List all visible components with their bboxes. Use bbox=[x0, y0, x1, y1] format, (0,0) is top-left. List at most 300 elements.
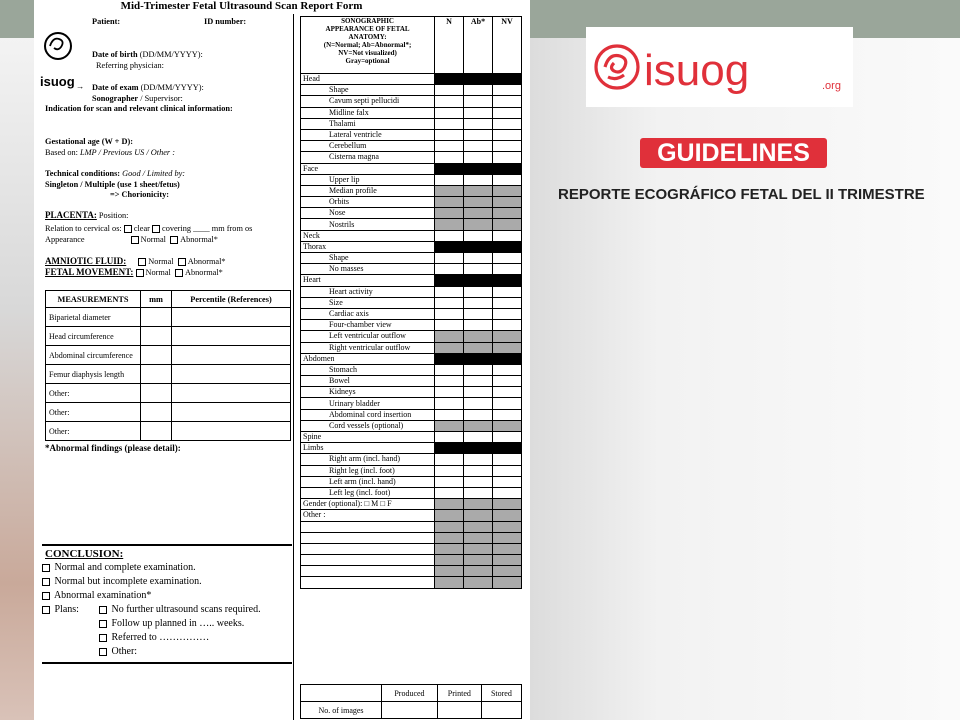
anatomy-nv-cell[interactable] bbox=[493, 510, 522, 521]
anatomy-n-cell[interactable] bbox=[435, 364, 464, 375]
images-blank-header bbox=[301, 685, 382, 702]
anatomy-ab-cell[interactable] bbox=[464, 264, 493, 275]
anatomy-item-row bbox=[301, 420, 522, 431]
anatomy-ab-cell[interactable] bbox=[464, 308, 493, 319]
anatomy-nv-cell[interactable] bbox=[493, 555, 522, 566]
form-title: Mid-Trimester Fetal Ultrasound Scan Report Form bbox=[120, 0, 363, 12]
anatomy-ab-cell[interactable] bbox=[464, 141, 493, 152]
anatomy-ab-cell[interactable] bbox=[464, 398, 493, 409]
anatomy-n-cell[interactable] bbox=[435, 521, 464, 532]
anatomy-label: Left arm (incl. hand) bbox=[301, 476, 435, 487]
table-row bbox=[46, 308, 291, 327]
conclusion-title: CONCLUSION: bbox=[45, 548, 124, 560]
isuog-logo-text: isuog bbox=[644, 46, 750, 95]
isuog-logo bbox=[586, 27, 853, 107]
anatomy-n-cell[interactable] bbox=[435, 308, 464, 319]
anatomy-n-cell[interactable] bbox=[435, 566, 464, 577]
measurements-header: MEASUREMENTS bbox=[46, 291, 141, 308]
plans-row bbox=[42, 604, 79, 615]
anatomy-n-cell[interactable] bbox=[435, 197, 464, 208]
anatomy-nv-cell[interactable] bbox=[493, 208, 522, 219]
anatomy-ab-cell[interactable] bbox=[464, 331, 493, 342]
movement-abnormal-checkbox[interactable] bbox=[175, 269, 183, 277]
anatomy-nv-cell[interactable] bbox=[493, 521, 522, 532]
plan-checkbox[interactable] bbox=[99, 606, 107, 614]
printed-header: Printed bbox=[437, 685, 481, 702]
anatomy-label bbox=[301, 543, 435, 554]
conclusion-item bbox=[42, 562, 196, 573]
anatomy-header-row bbox=[301, 17, 522, 74]
anatomy-nv-cell[interactable] bbox=[493, 387, 522, 398]
anatomy-item-row bbox=[301, 264, 522, 275]
col-n-header: N bbox=[435, 17, 464, 74]
anatomy-item-row bbox=[301, 286, 522, 297]
anatomy-item-row bbox=[301, 398, 522, 409]
anatomy-nv-cell[interactable] bbox=[493, 320, 522, 331]
anatomy-label: Midline falx bbox=[301, 107, 435, 118]
anatomy-ab-cell[interactable] bbox=[464, 96, 493, 107]
anatomy-n-cell[interactable] bbox=[435, 420, 464, 431]
produced-cell[interactable] bbox=[382, 702, 438, 719]
anatomy-ab-cell[interactable] bbox=[464, 364, 493, 375]
anatomy-nv-cell[interactable] bbox=[493, 432, 522, 443]
doe-text: Date of exam bbox=[92, 83, 139, 92]
anatomy-item-row bbox=[301, 566, 522, 577]
percentile-cell[interactable] bbox=[172, 308, 291, 327]
anatomy-ab-cell[interactable] bbox=[464, 387, 493, 398]
anatomy-item-row bbox=[301, 174, 522, 185]
anatomy-ab-cell[interactable] bbox=[464, 465, 493, 476]
anatomy-label: Thorax bbox=[301, 241, 435, 252]
anatomy-nv-cell[interactable] bbox=[493, 577, 522, 588]
anatomy-label: Gender (optional): □ M □ F bbox=[301, 499, 435, 510]
anatomy-item-row bbox=[301, 364, 522, 375]
anatomy-n-cell[interactable] bbox=[435, 499, 464, 510]
anatomy-nv-cell[interactable] bbox=[493, 141, 522, 152]
anatomy-section-row bbox=[301, 163, 522, 174]
anatomy-label: Nose bbox=[301, 208, 435, 219]
anatomy-label: Right ventricular outflow bbox=[301, 342, 435, 353]
col-ab-header: Ab* bbox=[464, 17, 493, 74]
anatomy-ab-cell[interactable] bbox=[464, 532, 493, 543]
anatomy-label: Spine bbox=[301, 432, 435, 443]
anatomy-nv-cell[interactable] bbox=[493, 532, 522, 543]
mm-cell[interactable] bbox=[141, 308, 172, 327]
anatomy-n-cell[interactable] bbox=[435, 253, 464, 264]
measurement-label: Other: bbox=[46, 384, 141, 403]
anatomy-ab-cell bbox=[464, 275, 493, 286]
anatomy-nv-cell[interactable] bbox=[493, 476, 522, 487]
anatomy-ab-cell[interactable] bbox=[464, 420, 493, 431]
plan-item-label: Follow up planned in ….. weeks. bbox=[111, 618, 245, 629]
anatomy-item-row bbox=[301, 532, 522, 543]
anatomy-label: Size bbox=[301, 297, 435, 308]
id-number-label: ID number: bbox=[204, 17, 247, 26]
table-row bbox=[46, 365, 291, 384]
anatomy-ab-cell[interactable] bbox=[464, 185, 493, 196]
anatomy-ab-cell[interactable] bbox=[464, 432, 493, 443]
anatomy-section-row bbox=[301, 275, 522, 286]
anatomy-section-row bbox=[301, 443, 522, 454]
anatomy-header-line: Gray=optional bbox=[345, 57, 390, 65]
anatomy-label: Left ventricular outflow bbox=[301, 331, 435, 342]
plan-item-label: No further ultrasound scans required. bbox=[111, 604, 261, 615]
anatomy-label: Other : bbox=[301, 510, 435, 521]
anatomy-label: Left leg (incl. foot) bbox=[301, 487, 435, 498]
movement-normal-label: Normal bbox=[145, 268, 171, 277]
plan-checkbox[interactable] bbox=[99, 648, 107, 656]
anatomy-n-cell[interactable] bbox=[435, 118, 464, 129]
anatomy-n-cell bbox=[435, 353, 464, 364]
anatomy-n-cell[interactable] bbox=[435, 286, 464, 297]
anatomy-n-cell[interactable] bbox=[435, 331, 464, 342]
anatomy-nv-cell[interactable] bbox=[493, 129, 522, 140]
referring-label: Referring physician: bbox=[96, 61, 164, 70]
technical-conditions bbox=[45, 169, 185, 178]
anatomy-n-cell[interactable] bbox=[435, 230, 464, 241]
anatomy-ab-cell bbox=[464, 241, 493, 252]
anatomy-header-line: (N=Normal; Ab=Abnormal*; bbox=[323, 41, 412, 49]
anatomy-header-line: ANATOMY: bbox=[348, 33, 387, 41]
dob-format: (DD/MM/YYYY): bbox=[139, 50, 203, 59]
anatomy-ab-cell[interactable] bbox=[464, 543, 493, 554]
anatomy-label: Bowel bbox=[301, 376, 435, 387]
anatomy-nv-cell[interactable] bbox=[493, 499, 522, 510]
anatomy-label: Cardiac axis bbox=[301, 308, 435, 319]
anatomy-nv-cell[interactable] bbox=[493, 454, 522, 465]
anatomy-n-cell[interactable] bbox=[435, 409, 464, 420]
placenta-normal-checkbox[interactable] bbox=[131, 236, 139, 244]
plan-checkbox[interactable] bbox=[99, 634, 107, 642]
anatomy-label: Kidneys bbox=[301, 387, 435, 398]
anatomy-item-row bbox=[301, 465, 522, 476]
anatomy-ab-cell[interactable] bbox=[464, 409, 493, 420]
anatomy-n-cell[interactable] bbox=[435, 465, 464, 476]
anatomy-n-cell[interactable] bbox=[435, 342, 464, 353]
percentile-cell[interactable] bbox=[172, 346, 291, 365]
plan-checkbox[interactable] bbox=[99, 620, 107, 628]
anatomy-label: Median profile bbox=[301, 185, 435, 196]
anatomy-nv-cell[interactable] bbox=[493, 230, 522, 241]
anatomy-label: Cisterna magna bbox=[301, 152, 435, 163]
anatomy-item-row bbox=[301, 85, 522, 96]
anatomy-nv-cell[interactable] bbox=[493, 96, 522, 107]
anatomy-nv-cell[interactable] bbox=[493, 376, 522, 387]
anatomy-ab-cell[interactable] bbox=[464, 555, 493, 566]
placenta-abnormal-checkbox[interactable] bbox=[170, 236, 178, 244]
gestational-age-label: Gestational age (W + D): bbox=[45, 137, 133, 146]
amniotic-row bbox=[45, 257, 226, 266]
anatomy-nv-cell[interactable] bbox=[493, 85, 522, 96]
anatomy-ab-cell[interactable] bbox=[464, 376, 493, 387]
anatomy-item-row bbox=[301, 376, 522, 387]
anatomy-ab-cell[interactable] bbox=[464, 85, 493, 96]
isuog-logo-card bbox=[586, 27, 853, 107]
anatomy-label: Head bbox=[301, 74, 435, 85]
anatomy-n-cell[interactable] bbox=[435, 532, 464, 543]
col-nv-header: NV bbox=[493, 17, 522, 74]
conclusion-checkbox[interactable] bbox=[42, 564, 50, 572]
placenta-normal-label: Normal bbox=[140, 235, 166, 244]
anatomy-n-cell[interactable] bbox=[435, 129, 464, 140]
anatomy-ab-cell[interactable] bbox=[464, 487, 493, 498]
plan-item bbox=[99, 618, 244, 629]
anatomy-n-cell[interactable] bbox=[435, 219, 464, 230]
anatomy-label: Shape bbox=[301, 253, 435, 264]
conclusion-item bbox=[42, 576, 202, 587]
anatomy-nv-cell[interactable] bbox=[493, 286, 522, 297]
anatomy-n-cell bbox=[435, 275, 464, 286]
fetal-movement-row bbox=[45, 268, 223, 277]
conclusion-checkbox[interactable] bbox=[42, 578, 50, 586]
anatomy-nv-cell[interactable] bbox=[493, 107, 522, 118]
based-on-label bbox=[45, 148, 175, 157]
isuog-mini-logo bbox=[40, 28, 78, 80]
table-row bbox=[46, 422, 291, 441]
anatomy-n-cell[interactable] bbox=[435, 185, 464, 196]
measurement-label: Other: bbox=[46, 403, 141, 422]
anatomy-n-cell bbox=[435, 74, 464, 85]
doe-format: (DD/MM/YYYY): bbox=[140, 83, 204, 92]
anatomy-ab-cell[interactable] bbox=[464, 286, 493, 297]
anatomy-n-cell[interactable] bbox=[435, 510, 464, 521]
anatomy-label: Heart bbox=[301, 275, 435, 286]
anatomy-nv-cell[interactable] bbox=[493, 566, 522, 577]
anatomy-label: Face bbox=[301, 163, 435, 174]
conclusion-item-label: Abnormal examination* bbox=[53, 590, 152, 601]
anatomy-nv-cell[interactable] bbox=[493, 398, 522, 409]
anatomy-nv-cell[interactable] bbox=[493, 342, 522, 353]
anatomy-ab-cell[interactable] bbox=[464, 230, 493, 241]
percentile-cell[interactable] bbox=[172, 327, 291, 346]
anatomy-nv-cell[interactable] bbox=[493, 465, 522, 476]
anatomy-n-cell[interactable] bbox=[435, 85, 464, 96]
amniotic-normal-checkbox[interactable] bbox=[138, 258, 146, 266]
anatomy-ab-cell[interactable] bbox=[464, 253, 493, 264]
table-row bbox=[46, 327, 291, 346]
anatomy-ab-cell[interactable] bbox=[464, 118, 493, 129]
anatomy-label: Abdomen bbox=[301, 353, 435, 364]
amniotic-label: AMNIOTIC FLUID: bbox=[45, 256, 127, 266]
anatomy-ab-cell[interactable] bbox=[464, 510, 493, 521]
anatomy-table bbox=[300, 16, 522, 589]
mm-header: mm bbox=[141, 291, 172, 308]
anatomy-item-row bbox=[301, 521, 522, 532]
covering-label: covering ____ mm from os bbox=[162, 224, 253, 233]
anatomy-label: Upper lip bbox=[301, 174, 435, 185]
anatomy-n-cell[interactable] bbox=[435, 387, 464, 398]
anatomy-nv-cell[interactable] bbox=[493, 297, 522, 308]
supervisor-text: / Supervisor: bbox=[140, 94, 183, 103]
anatomy-n-cell[interactable] bbox=[435, 398, 464, 409]
anatomy-label: Shape bbox=[301, 85, 435, 96]
anatomy-ab-cell[interactable] bbox=[464, 577, 493, 588]
anatomy-item-row bbox=[301, 308, 522, 319]
anatomy-nv-cell bbox=[493, 74, 522, 85]
clear-label: clear bbox=[133, 224, 150, 233]
anatomy-nv-cell[interactable] bbox=[493, 174, 522, 185]
anatomy-ab-cell[interactable] bbox=[464, 521, 493, 532]
stored-header: Stored bbox=[481, 685, 521, 702]
anatomy-nv-cell[interactable] bbox=[493, 487, 522, 498]
anatomy-nv-cell[interactable] bbox=[493, 219, 522, 230]
anatomy-ab-cell[interactable] bbox=[464, 566, 493, 577]
anatomy-header-line: NV=Not visualized) bbox=[338, 49, 397, 57]
placenta-row bbox=[45, 211, 128, 220]
conclusion-checkbox[interactable] bbox=[42, 592, 50, 600]
anatomy-n-cell[interactable] bbox=[435, 543, 464, 554]
appearance-label: Appearance bbox=[45, 235, 85, 244]
mm-cell[interactable] bbox=[141, 365, 172, 384]
anatomy-nv-cell[interactable] bbox=[493, 152, 522, 163]
anatomy-ab-cell[interactable] bbox=[464, 297, 493, 308]
anatomy-label bbox=[301, 521, 435, 532]
anatomy-n-cell[interactable] bbox=[435, 320, 464, 331]
anatomy-label: Urinary bladder bbox=[301, 398, 435, 409]
position-label: Position: bbox=[98, 211, 129, 220]
anatomy-ab-cell[interactable] bbox=[464, 499, 493, 510]
anatomy-ab-cell[interactable] bbox=[464, 208, 493, 219]
anatomy-item-row bbox=[301, 577, 522, 588]
doe-label bbox=[92, 83, 204, 92]
anatomy-n-cell[interactable] bbox=[435, 264, 464, 275]
anatomy-nv-cell[interactable] bbox=[493, 420, 522, 431]
anatomy-n-cell[interactable] bbox=[435, 577, 464, 588]
anatomy-label: Neck bbox=[301, 230, 435, 241]
anatomy-n-cell[interactable] bbox=[435, 476, 464, 487]
anatomy-ab-cell[interactable] bbox=[464, 454, 493, 465]
anatomy-ab-cell[interactable] bbox=[464, 320, 493, 331]
mm-cell[interactable] bbox=[141, 327, 172, 346]
anatomy-n-cell[interactable] bbox=[435, 96, 464, 107]
anatomy-ab-cell[interactable] bbox=[464, 476, 493, 487]
singleton-label: Singleton / Multiple (use 1 sheet/fetus) bbox=[45, 180, 180, 189]
anatomy-nv-cell[interactable] bbox=[493, 253, 522, 264]
anatomy-nv-cell[interactable] bbox=[493, 264, 522, 275]
images-table bbox=[300, 684, 522, 719]
anatomy-ab-cell[interactable] bbox=[464, 197, 493, 208]
anatomy-nv-cell[interactable] bbox=[493, 331, 522, 342]
anatomy-item-row bbox=[301, 487, 522, 498]
anatomy-item-row bbox=[301, 297, 522, 308]
anatomy-n-cell[interactable] bbox=[435, 152, 464, 163]
anatomy-n-cell[interactable] bbox=[435, 432, 464, 443]
anatomy-nv-cell[interactable] bbox=[493, 409, 522, 420]
percentile-cell[interactable] bbox=[172, 384, 291, 403]
anatomy-n-cell[interactable] bbox=[435, 297, 464, 308]
mm-cell[interactable] bbox=[141, 346, 172, 365]
anatomy-n-cell[interactable] bbox=[435, 555, 464, 566]
plan-item-label: Referred to …………… bbox=[111, 632, 210, 643]
anatomy-item-row bbox=[301, 152, 522, 163]
plan-item bbox=[99, 604, 261, 615]
indication-label: Indication for scan and relevant clinical information: bbox=[45, 104, 233, 113]
table-row bbox=[46, 403, 291, 422]
anatomy-label bbox=[301, 532, 435, 543]
anatomy-nv-cell[interactable] bbox=[493, 197, 522, 208]
amniotic-abnormal-checkbox[interactable] bbox=[178, 258, 186, 266]
anatomy-nv-cell[interactable] bbox=[493, 185, 522, 196]
anatomy-label: Right leg (incl. foot) bbox=[301, 465, 435, 476]
anatomy-ab-cell[interactable] bbox=[464, 152, 493, 163]
mm-cell[interactable] bbox=[141, 384, 172, 403]
anatomy-label: Limbs bbox=[301, 443, 435, 454]
anatomy-section-row bbox=[301, 499, 522, 510]
measurement-label: Biparietal diameter bbox=[46, 308, 141, 327]
anatomy-n-cell[interactable] bbox=[435, 487, 464, 498]
anatomy-section-row bbox=[301, 74, 522, 85]
anatomy-ab-cell[interactable] bbox=[464, 342, 493, 353]
anatomy-nv-cell[interactable] bbox=[493, 308, 522, 319]
isuog-logo-suffix: .org bbox=[822, 80, 841, 92]
based-on-text: Based on: bbox=[45, 148, 78, 157]
anatomy-n-cell[interactable] bbox=[435, 141, 464, 152]
anatomy-item-row bbox=[301, 253, 522, 264]
printed-cell[interactable] bbox=[437, 702, 481, 719]
anatomy-item-row bbox=[301, 387, 522, 398]
anatomy-n-cell[interactable] bbox=[435, 454, 464, 465]
anatomy-n-cell bbox=[435, 241, 464, 252]
anatomy-label: Nostrils bbox=[301, 219, 435, 230]
conclusion-item bbox=[42, 590, 151, 601]
anatomy-ab-cell[interactable] bbox=[464, 107, 493, 118]
anatomy-item-row bbox=[301, 320, 522, 331]
anatomy-n-cell[interactable] bbox=[435, 107, 464, 118]
anatomy-ab-cell bbox=[464, 163, 493, 174]
anatomy-label: Cord vessels (optional) bbox=[301, 420, 435, 431]
anatomy-item-row bbox=[301, 96, 522, 107]
anatomy-nv-cell[interactable] bbox=[493, 543, 522, 554]
movement-abnormal-label: Abnormal* bbox=[185, 268, 223, 277]
anatomy-nv-cell[interactable] bbox=[493, 118, 522, 129]
anatomy-label bbox=[301, 566, 435, 577]
placenta-abnormal-label: Abnormal* bbox=[180, 235, 218, 244]
images-row-label: No. of images bbox=[301, 702, 382, 719]
percentile-cell[interactable] bbox=[172, 422, 291, 441]
anatomy-header bbox=[301, 17, 435, 74]
mm-cell[interactable] bbox=[141, 422, 172, 441]
anatomy-ab-cell[interactable] bbox=[464, 174, 493, 185]
column-divider bbox=[293, 14, 294, 720]
anatomy-item-row bbox=[301, 118, 522, 129]
anatomy-item-row bbox=[301, 331, 522, 342]
anatomy-n-cell[interactable] bbox=[435, 376, 464, 387]
clear-checkbox[interactable] bbox=[124, 225, 132, 233]
movement-normal-checkbox[interactable] bbox=[136, 269, 144, 277]
anatomy-ab-cell bbox=[464, 353, 493, 364]
percentile-header: Percentile (References) bbox=[172, 291, 291, 308]
percentile-cell[interactable] bbox=[172, 365, 291, 384]
background-photo-left bbox=[0, 38, 36, 720]
stored-cell[interactable] bbox=[481, 702, 521, 719]
dob-text: Date of birth bbox=[92, 50, 138, 59]
table-row bbox=[46, 346, 291, 365]
anatomy-ab-cell[interactable] bbox=[464, 219, 493, 230]
anatomy-n-cell[interactable] bbox=[435, 174, 464, 185]
percentile-cell[interactable] bbox=[172, 403, 291, 422]
anatomy-nv-cell[interactable] bbox=[493, 364, 522, 375]
mm-cell[interactable] bbox=[141, 403, 172, 422]
based-options: LMP / Previous US / Other : bbox=[80, 148, 175, 157]
anatomy-label: No masses bbox=[301, 264, 435, 275]
sonographer-text: Sonographer bbox=[92, 94, 139, 103]
anatomy-n-cell[interactable] bbox=[435, 208, 464, 219]
covering-checkbox[interactable] bbox=[152, 225, 160, 233]
relation-row bbox=[45, 224, 252, 233]
anatomy-ab-cell[interactable] bbox=[464, 129, 493, 140]
conclusion-section bbox=[42, 544, 292, 664]
plans-checkbox[interactable] bbox=[42, 606, 50, 614]
